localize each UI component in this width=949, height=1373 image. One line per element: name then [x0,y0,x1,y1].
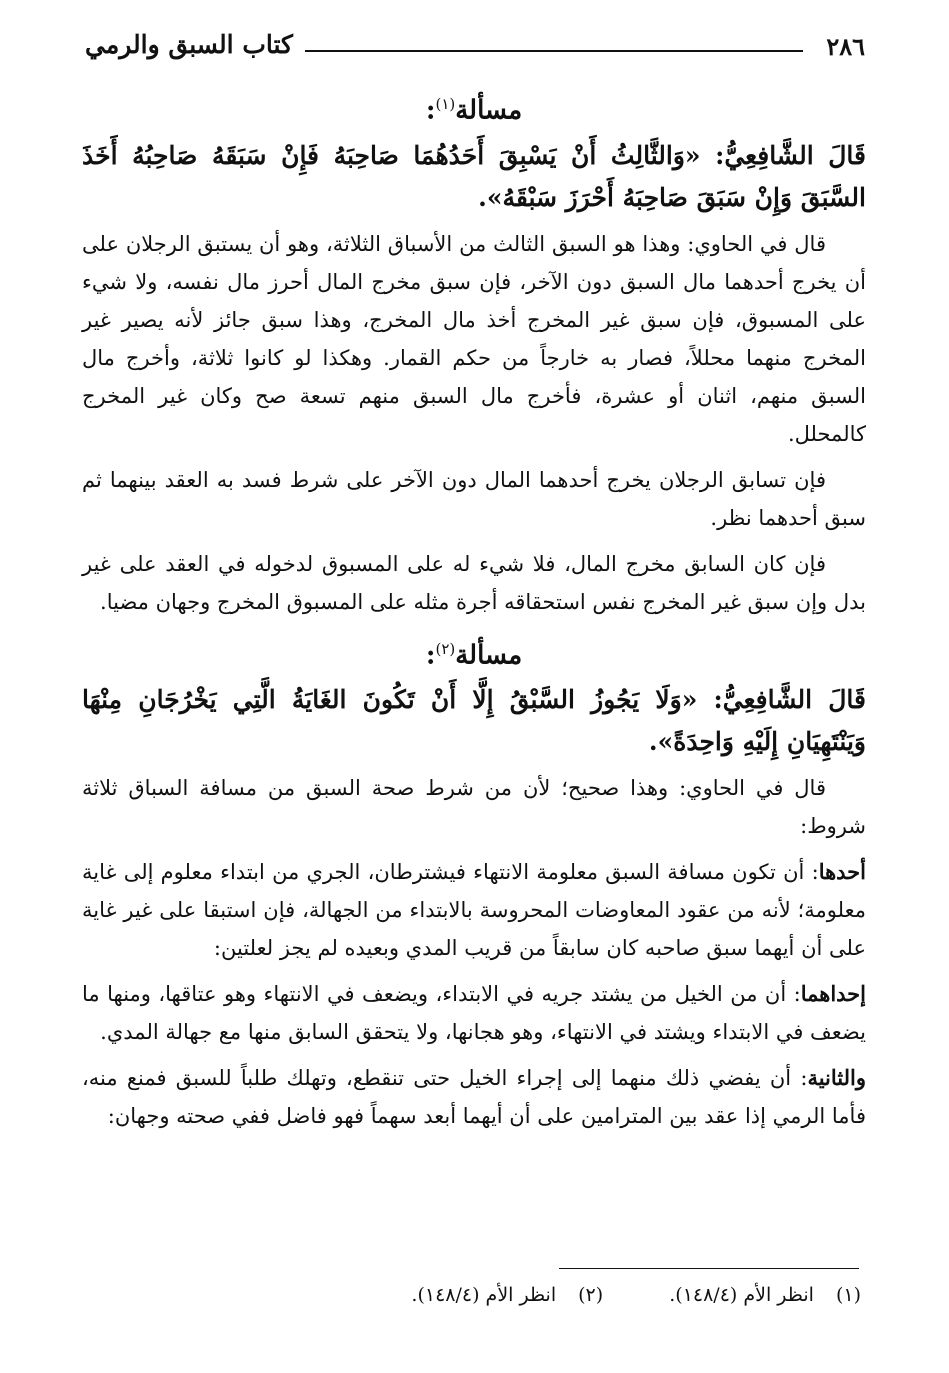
book-title: كتاب السبق والرمي [85,30,293,59]
paragraph [82,975,866,1051]
paragraph-text: : أن يفضي ذلك منهما إلى إجراء الخيل حتى تنقطع، وتهلك طلباً للسبق فمنع منه، فأما الرمي إذا عقد بين المترامين على أن أيهما أبعد سهماً فهو فاضل ففي صحته وجهان: [82,1066,866,1129]
paragraph-lead: إحداهما [800,981,866,1007]
paragraph-text: : أن من الخيل من يشتد جريه في الابتداء، ويضعف في الانتهاء وهو عتاقها، ومنها ما يضعف في الابتداء ويشتد في الانتهاء، وهو هجانها، ولا يتحقق السابق منها مع جهالة المدي. [82,982,866,1045]
footnote [411,1280,603,1310]
footnote-text: انظر الأم (١٤٨/٤). [669,1284,814,1306]
paragraph: قال في الحاوي: وهذا صحيح؛ لأن من شرط صحة السبق من مسافة السباق ثلاثة شروط: [82,776,866,839]
footnote-number: (١) [835,1284,861,1306]
heading-colon: : [425,95,436,126]
paragraph-lead: والثانية [807,1065,866,1091]
paragraph-lead: أحدها [818,859,866,885]
section-heading [82,84,866,131]
paragraph: قال في الحاوي: وهذا هو السبق الثالث من الأسباق الثلاثة، وهو أن يستبق الرجلان على أن يخرج أحدهما مال السبق دون الآخر، فإن سبق مخرج المال أحرز مال نفسه، ولا شيء على المسبوق، فإن سبق غير المخرج أخذ مال المخرج، وهذا سبق جائز لأنه يصير غير المخرج منهما محللاً، فصار به خارجاً من حكم القمار. وهكذا لو كانوا ثلاثة، وأخرج مال السبق منهم، اثنان أو عشرة، فأخرج مال السبق منهم تسعة صح وكان غير المخرج كالمحلل. [82,231,866,446]
paragraph-text: : أن تكون مسافة السبق معلومة الانتهاء فيشترطان، الجري من ابتداء معلوم إلى غاية معلومة؛ لأنه من عقود المعاوضات المحروسة بالابتداء من الجهالة، فإن استبقا على غير غاية على أن أيهما سبق صاحبه كان سابقاً من قريب المدي وبعيده لم يجز لعلتين: [82,860,866,961]
heading-colon: : [425,640,436,671]
footnote-number: (٢) [578,1284,604,1306]
shafii-quote: قَالَ الشَّافِعِيُّ: «وَلَا يَجُوزُ السَّبْقُ إِلَّا أَنْ تَكُونَ الغَايَةُ الَّتِي يَخْرُجَانِ مِنْهَا وَيَنْتَهِيَانِ إِلَيْهِ وَاحِدَةً». [82,685,866,757]
page-number: ٢٨٦ [826,32,865,61]
footnote-rule [559,1268,859,1269]
footnote [669,1280,861,1310]
heading-text: مسألة [455,95,523,126]
paragraph: فإن تسابق الرجلان يخرج أحدهما المال دون الآخر على شرط فسد به العقد بينهما ثم سبق أحدهما نظر. [82,467,866,530]
footnotes [81,1280,861,1310]
footnote-ref: (١) [435,95,456,113]
page-body [82,78,866,1143]
footnote-ref: (٢) [435,639,456,658]
section-heading [82,629,866,676]
running-header [85,30,865,66]
header-rule [305,50,803,52]
footnote-text: انظر الأم (١٤٨/٤). [411,1284,557,1306]
paragraph [82,1059,866,1135]
heading-text: مسألة [455,640,523,671]
paragraph: فإن كان السابق مخرج المال، فلا شيء له على المسبوق لدخوله في العقد على غير بدل وإن سبق غير المخرج نفس استحقاقه أجرة مثله على المسبوق المخرج وجهان مضيا. [82,551,866,614]
shafii-quote: قَالَ الشَّافِعِيُّ: «وَالثَّالِثُ أَنْ يَسْبِقَ أَحَدُهُمَا صَاحِبَهُ فَإِنْ سَبَقَهُ صَاحِبُهُ أَخَذَ السَّبَقَ وَإِنْ سَبَقَ صَاحِبَهُ أَحْرَزَ سَبْقَهُ». [82,140,866,212]
paragraph [82,853,866,967]
